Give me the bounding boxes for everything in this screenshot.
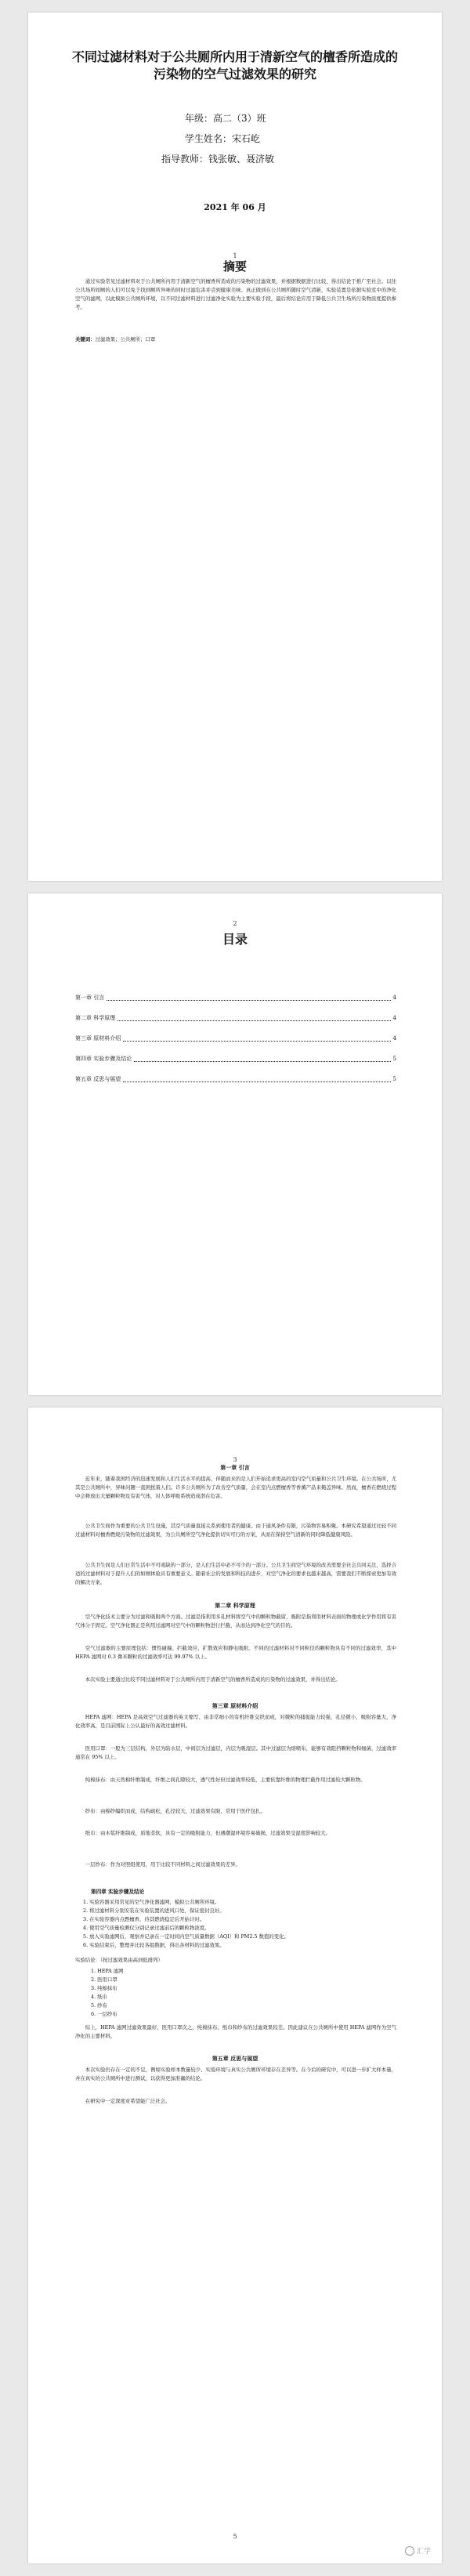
page-body [28,1408,442,2563]
watermark-logo-icon [405,2546,414,2556]
chapter-2-paragraph: 本次实验主要通过比较不同过滤材料对于公共厕所内用于清新空气的檀香所造成的污染物的过滤效果，并得出结论。 [85,1676,341,1683]
toc-item[interactable]: 第二章 科学原理 4 [75,1015,396,1021]
list-item: 1. 实验容器采用常见的空气净化器滤网，模拟公共厕所环境。 [83,1899,220,1905]
list-item: 2. 医用口罩 [91,1976,118,1983]
chapter-1-title: 第一章 引言 [220,1464,250,1471]
chapter-4-steps [83,1898,395,1950]
cover-title: 不同过滤材料对于公共厕所内用于清新空气的檀香所造成的污染物的空气过滤效果的研究 [71,49,398,82]
list-item: 6. 实验结束后，整理并比较各组数据，得出各材料的过滤效果。 [83,1942,225,1948]
toc-item[interactable]: 第四章 实验步骤及结论 5 [75,1056,396,1062]
body-page-number: 3 [233,1456,237,1463]
list-item: 5. 纱布 [91,2002,107,2009]
chapter-3-paragraph: 一层纱布：作为对照组使用，用于比较不同材料之间过滤效果的差异。 [85,1861,240,1868]
abstract-title: 摘要 [222,259,247,274]
cover-student: 学生姓名：宋石屹 [185,133,261,144]
list-item: 1. HEPA 滤网 [91,1968,124,1974]
results-intro: 实验结论：（按过滤效果由高到低排列） [75,1957,163,1963]
chapter-2-paragraph: 空气净化技术主要分为过滤和吸附两个方面。过滤是指利用多孔材料将空气中的颗粒物截留，吸附是指利用材料表面的物理或化学作用将有害气体分子固定。空气净化器正是利用过滤网对空气中的颗粒物进行拦截，从而达到净化空气的目的。 [75,1614,396,1629]
toc-item[interactable]: 第三章 原材料介绍 4 [75,1035,396,1042]
chapter-3-paragraph: 纯棉抹布：由天然棉纤维制成，纤维之间孔隙较大，透气性好但过滤效率较低，主要依靠纤维的物理拦截作用过滤较大颗粒物。 [85,1777,366,1783]
chapter-2-title: 第二章 科学原理 [215,1602,255,1609]
list-item: 3. 纯棉抹布 [91,1985,118,1991]
toc-page-number: 2 [233,920,237,927]
chapter-3-paragraph: HEPA 滤网：HEPA 是高效空气过滤器的英文缩写，由非常细小的有机纤维交织而成，对微粒的捕捉能力较强，孔径微小，吸附容量大，净化效率高，是目前国际上公认最好的高效过滤材料。 [75,1714,396,1729]
chapter-3-title: 第三章 原材料介绍 [212,1702,258,1709]
toc-item[interactable]: 第五章 反思与展望 5 [75,1076,396,1082]
abstract-body: 通过实验常见过滤材料对于公共厕所内用于清新空气的檀香所造成的污染物的过滤效果，并根据数据进行比较，得出结论于推广至社会。以往公共场所如厕的人们可以免于找到厕所异味的同时过滤危害并尝到健康美味。真正做到在公共厕所随时空气清新，实验装置是依据实验室中的净化空气的滤网，以此模拟公共厕所环境，以不同过滤材料进行过滤净化实验为主要实验手段，最后将结论应用于降低公共卫生场所污染物浓度提供参考。 [75,278,396,310]
list-item: 2. 将过滤材料分别安装在实验装置的进风口处，保证密封良好。 [83,1908,225,1914]
chapter-4-title: 第四章 实验步骤及结论 [91,1889,145,1895]
watermark: 汇学 [405,2545,431,2556]
chapter-5-paragraph: 本次实验仍存在一定的不足，例如实验样本数量较少、实验环境与真实公共厕所环境存在差异等。在今后的研究中，可以进一步扩大样本量，并在真实的公共厕所中进行测试，以获得更加准确的结论。 [75,2067,396,2081]
cover-date: 2021 年 06 月 [204,202,266,212]
end-page-number: 5 [233,2533,237,2540]
list-item: 5. 放入实验滤网后，观察并记录在一定时间内空气质量数据（AQI）和 PM2.5 数值的变化。 [83,1933,289,1940]
cover-grade: 年级：高二（3）班 [185,113,266,124]
chapter-4-conclusion: 综上，HEPA 滤网过滤效果最好，医用口罩次之，纯棉抹布、纸巾和纱布的过滤效果较差。因此建议在公共厕所中使用 HEPA 滤网作为空气净化的主要材料。 [75,2024,396,2039]
page-cover-abstract [28,13,442,881]
chapter-3-paragraph: 纸巾：由木浆纤维制成，质地柔软，具有一定的吸附能力，但遇潮湿环境容易破损，过滤效果受湿度影响较大。 [85,1830,331,1836]
chapter-1-paragraph: 公共卫生间是人们日常生活中不可或缺的一部分，是人们生活中必不可少的一部分。公共卫生间空气环境的改善需要全社会共同关注，选择合适的过滤材料对于提升人们的如厕体验具有重要意义。随着社会的发展和科技的进步，对空气净化的要求也越来越高，需要我们不断探索更加有效的解决方案。 [75,1562,396,1585]
chapter-1-paragraph: 公共卫生间作为重要的公共卫生设施，其空气质量直接关系到使用者的健康。由于通风条件有限，污染物容易积聚。本研究希望通过比较不同过滤材料对檀香燃烧污染物的过滤效果，为公共厕所空气净化提供切实可行的方案，从而在保持空气清新的同时降低健康风险。 [75,1523,396,1538]
cover-teachers: 指导教师：钱张敏、聂济敏 [161,154,275,165]
list-item: 4. 使用空气质量检测仪分别记录过滤前后的颗粒物浓度。 [83,1925,210,1931]
list-item: 4. 纸巾 [91,1994,107,2000]
list-item: 6. 一层纱布 [91,2011,118,2017]
chapter-3-paragraph: 医用口罩：一般为三层结构，外层为防水层，中间层为过滤层，内层为吸湿层。其中过滤层为熔喷布，能够有效阻挡颗粒物和细菌，过滤效率通常在 95% 以上。 [75,1745,396,1760]
toc-item[interactable]: 第一章 引言 4 [75,995,396,1001]
abstract-page-number: 1 [233,252,237,259]
chapter-1-paragraph: 近年来，随着我国经济的迅速发展和人们生活水平的提高，伴随而来的是人们开始追求更高的室内空气质量和公共卫生环境。在公共场所，尤其是公共厕所中，异味问题一直困扰着人们。许多公共厕所为了改善空气质量，会在室内点燃檀香等香薰产品来掩盖异味。然而，檀香在燃烧过程中会释放出大量颗粒物及有害气体，对人体呼吸系统造成潜在危害。 [75,1476,396,1499]
chapter-3-paragraph: 纱布：由棉纱编织而成，结构疏松，孔径较大，过滤效果有限，常用于医疗包扎。 [85,1808,266,1814]
chapter-2-paragraph: 空气过滤器的主要原理包括：惯性碰撞、拦截效应、扩散效应和静电吸附。不同的过滤材料对不同粒径的颗粒物具有不同的过滤效率，其中 HEPA 滤网对 0.3 微米颗粒的过滤效率可达 99.97% 以上。 [75,1645,396,1660]
page-toc [28,893,442,1395]
keywords-label: 关键词： [75,336,96,342]
chapter-5-title: 第五章 反思与展望 [212,2055,258,2062]
chapter-5-paragraph: 在研究中一定深度对希望能广泛社会。 [85,2098,171,2104]
list-item: 3. 在实验容器内点燃檀香，待其燃烧稳定后开始计时。 [83,1916,205,1922]
abstract-keywords [75,335,396,344]
results-list [91,1967,395,2019]
toc-title: 目录 [222,932,248,947]
keywords-value: 过滤效果；公共厕所；口罩 [95,336,156,342]
